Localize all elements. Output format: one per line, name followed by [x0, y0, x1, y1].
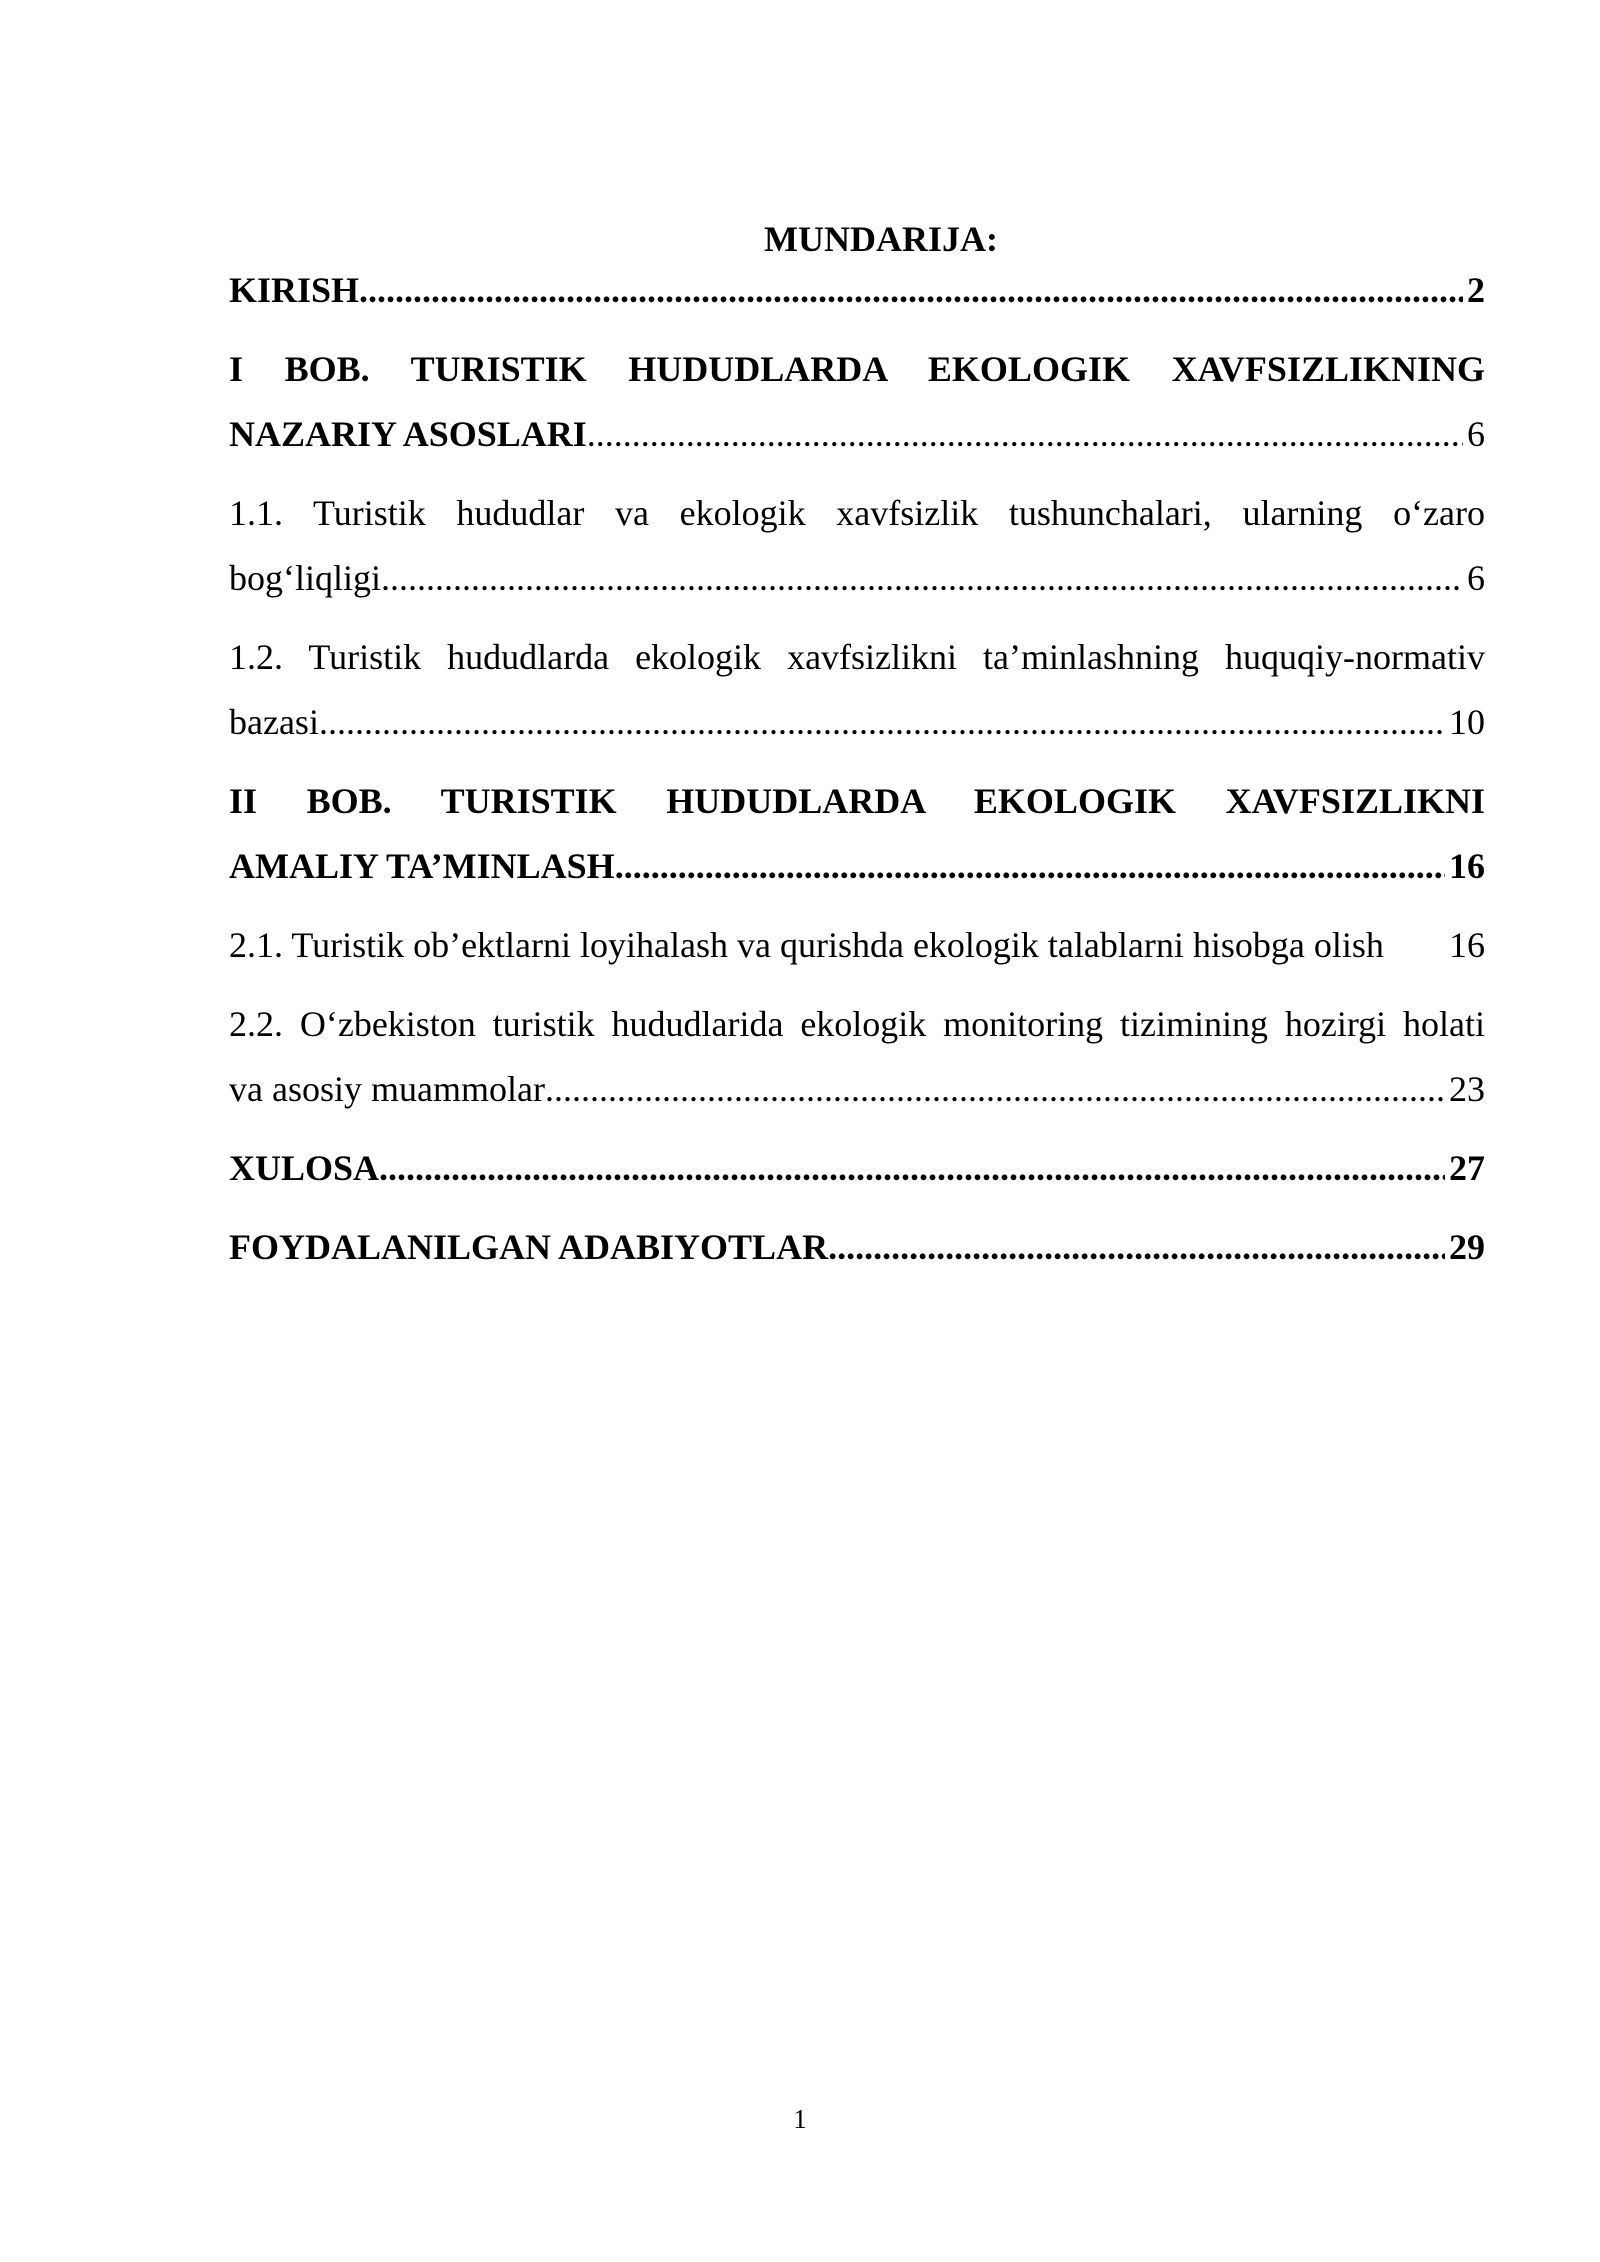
dot-leader	[615, 834, 1445, 899]
toc-entry-label: FOYDALANILGAN ADABIYOTLAR	[229, 1227, 829, 1267]
toc-entry-section-1-2[interactable]	[229, 625, 1485, 755]
toc-entry-label: bazasi	[229, 702, 319, 742]
dot-leader	[828, 1215, 1445, 1280]
toc-page-number: 16	[1449, 925, 1485, 965]
toc-entry-label-line: 1.1. Turistik hududlar va ekologik xavfsizlik tushunchalari, ularning o‘zaro	[229, 493, 1485, 533]
dot-leader	[379, 1136, 1445, 1201]
toc-page-number: 10	[1449, 702, 1485, 742]
toc-entry-references[interactable]	[229, 1215, 1485, 1280]
dot-leader	[359, 258, 1463, 323]
dot-leader	[319, 690, 1445, 755]
toc-entry-chapter-1[interactable]	[229, 337, 1485, 467]
toc-page-number: 23	[1449, 1069, 1485, 1109]
toc-page-number: 16	[1449, 846, 1485, 886]
toc-title: MUNDARIJA:	[764, 219, 998, 259]
dot-leader	[587, 402, 1463, 467]
toc-entry-label-line: II BOB. TURISTIK HUDUDLARDA EKOLOGIK XAVFSIZLIKNI	[229, 781, 1485, 821]
dot-leader	[545, 1057, 1445, 1122]
toc-entry-chapter-2[interactable]	[229, 769, 1485, 899]
toc-entry-label-line: 1.2. Turistik hududlarda ekologik xavfsizlikni ta’minlashning huquqiy-normativ	[229, 637, 1485, 677]
toc-entry-label: NAZARIY ASOSLARI	[229, 414, 587, 454]
toc-page-number: 29	[1449, 1227, 1485, 1267]
toc-entry-section-2-2[interactable]	[229, 992, 1485, 1122]
toc-entry-kirish[interactable]	[229, 258, 1485, 323]
toc-entry-section-2-1[interactable]	[229, 913, 1485, 978]
toc-entry-label: XULOSA	[229, 1148, 380, 1188]
toc-page-number: 6	[1467, 558, 1485, 598]
page-number: 1	[793, 2104, 807, 2134]
table-of-contents	[229, 214, 1485, 1280]
toc-entry-label: 2.1. Turistik ob’ektlarni loyihalash va qurishda ekologik talablarni hisobga olish	[229, 925, 1384, 965]
toc-entry-label: bog‘liqligi	[229, 558, 381, 598]
dot-leader	[381, 546, 1463, 611]
toc-page-number: 27	[1449, 1148, 1485, 1188]
toc-entry-label: va asosiy muammolar	[229, 1069, 545, 1109]
toc-entry-label-line: I BOB. TURISTIK HUDUDLARDA EKOLOGIK XAVFSIZLIKNING	[229, 349, 1485, 389]
toc-entry-section-1-1[interactable]	[229, 481, 1485, 611]
toc-entry-label-line: 2.2. O‘zbekiston turistik hududlarida ekologik monitoring tizimining hozirgi holati	[229, 1004, 1485, 1044]
toc-entry-label: KIRISH	[229, 270, 360, 310]
toc-entry-label: AMALIY TA’MINLASH	[229, 846, 615, 886]
toc-page-number: 6	[1467, 414, 1485, 454]
toc-entry-xulosa[interactable]	[229, 1136, 1485, 1201]
toc-page-number: 2	[1467, 270, 1485, 310]
